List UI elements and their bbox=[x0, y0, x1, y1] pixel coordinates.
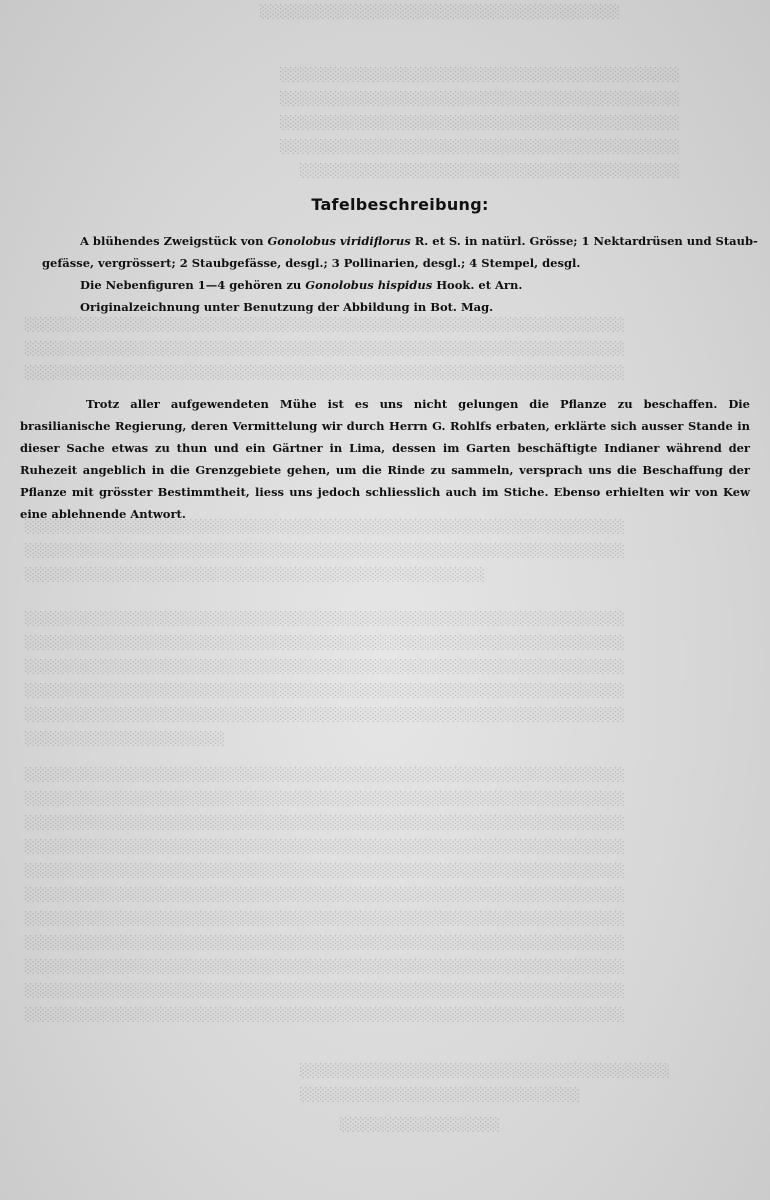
species-name: Gonolobus viridiflorus bbox=[267, 234, 411, 248]
page-title: Tafelbeschreibung: bbox=[311, 195, 489, 214]
caption-line-3 bbox=[42, 274, 758, 296]
caption-text: Hook. et Arn. bbox=[432, 278, 523, 292]
plate-caption bbox=[42, 230, 758, 318]
body-paragraph: Trotz aller aufgewendeten Mühe ist es uns nicht gelungen die Pflanze zu beschaffen. Die brasilianische Regierung, deren Vermittelung wir durch Herrn G. Rohlfs erbaten, erklärte sich ausser Stande in dieser Sache etwas zu thun und ein Gärtner in Lima, dessen im Garten beschäftigte Indianer während der Ruhezeit angeblich in die Grenzgebiete gehen, um die Rinde zu sammeln, versprach uns die Beschaffung der Pflanze mit grösster Bestimmtheit, liess uns jedoch schliesslich auch im Stiche. Ebenso erhielten wir von Kew eine ablehnende Antwort. bbox=[20, 397, 750, 521]
caption-text: Die Nebenfiguren 1—4 gehören zu bbox=[80, 278, 306, 292]
document-page: ░░░░░░░░░░░░░░░░░░░░░░░░░░░░░░░░░░░░ ░░░░░░░░░░░░░░░░░░░░░░░░░░░░░░░░░░░░░░░░ ░░░░░░░░░░░░░░░░░░░░░░░░░░░░░░░░░░░░░░░░ ░░░░░░░░░░░░░░░░░░░░░░░░░░░░░░░░░░░░░░░░ ░░░░░░░░░░░░░░░░░░░░░░░░░░░░░░░░░░░░░░░░ ░░░░░░░░░░░░░░░░░░░░░░░░░░░░░░░░░░░░░░ ░░░░░░░░░░░░░░░░░░░░░░░░░░░░░░░░░░░░░░░░░░░░░░░░░░░░░░░░░░░░ ░░░░░░░░░░░░░░░░░░░░░░░░░░░░░░░░░░░░░░░░░░░░░░░░░░░░░░░░░░░░ ░░░░░░░░░░░░░░░░░░░░░░░░░░░░░░░░░░░░░░░░░░░░░░░░░░░░░░░░░░░░ ░░░░░░░░░░░░░░░░░░░░░░░░░░░░░░░░░░░░░░░░░░░░░░░░░░░░░░░░░░░░ ░░░░░░░░░░░░░░░░░░░░░░░░░░░░░░░░░░░░░░░░░░░░░░░░░░░░░░░░░░░░ ░░░░░░░░░░░░░░░░░░░░░░░░░░░░░░░░░░░░░░░░░░░░░░ ░░░░░░░░░░░░░░░░░░░░░░░░░░░░░░░░░░░░░░░░░░░░░░░░░░░░░░░░░░░░ ░░░░░░░░░░░░░░░░░░░░░░░░░░░░░░░░░░░░░░░░░░░░░░░░░░░░░░░░░░░░ ░░░░░░░░░░░░░░░░░░░░░░░░░░░░░░░░░░░░░░░░░░░░░░░░░░░░░░░░░░░░ ░░░░░░░░░░░░░░░░░░░░░░░░░░░░░░░░░░░░░░░░░░░░░░░░░░░░░░░░░░░░ ░░░░░░░░░░░░░░░░░░░░░░░░░░░░░░░░░░░░░░░░░░░░░░░░░░░░░░░░░░░░ ░░░░░░░░░░░░░░░░░░░░ ░░░░░░░░░░░░░░░░░░░░░░░░░░░░░░░░░░░░░░░░░░░░░░░░░░░░░░░░░░░░ ░░░░░░░░░░░░░░░░░░░░░░░░░░░░░░░░░░░░░░░░░░░░░░░░░░░░░░░░░░░░ ░░░░░░░░░░░░░░░░░░░░░░░░░░░░░░░░░░░░░░░░░░░░░░░░░░░░░░░░░░░░ ░░░░░░░░░░░░░░░░░░░░░░░░░░░░░░░░░░░░░░░░░░░░░░░░░░░░░░░░░░░░ ░░░░░░░░░░░░░░░░░░░░░░░░░░░░░░░░░░░░░░░░░░░░░░░░░░░░░░░░░░░░ ░░░░░░░░░░░░░░░░░░░░░░░░░░░░░░░░░░░░░░░░░░░░░░░░░░░░░░░░░░░░ ░░░░░░░░░░░░░░░░░░░░░░░░░░░░░░░░░░░░░░░░░░░░░░░░░░░░░░░░░░░░ ░░░░░░░░░░░░░░░░░░░░░░░░░░░░░░░░░░░░░░░░░░░░░░░░░░░░░░░░░░░░ ░░░░░░░░░░░░░░░░░░░░░░░░░░░░░░░░░░░░░░░░░░░░░░░░░░░░░░░░░░░░ ░░░░░░░░░░░░░░░░░░░░░░░░░░░░░░░░░░░░░░░░░░░░░░░░░░░░░░░░░░░░ ░░░░░░░░░░░░░░░░░░░░░░░░░░░░░░░░░░░░░░░░░░░░░░░░░░░░░░░░░░░░ ░░░░░░░░░░░░░░░░░░░░░░░░░░░░░░░░░░░░░ ░░░░░░░░░░░░░░░░░░░░░░░░░░░░ ░░░░░░░░░░░░░░░░ Tafelbeschreibung: A blühendes Zweigstück von Gonolobus viridiflorus R. et S. in natürl. Grösse; 1 Nektardrüsen und Staub- gefässe, vergrössert; 2 Staubgefässe, desgl.; 3 Pollinarien, desgl.; 4 Stempel, desgl. Die Nebenfiguren 1—4 gehören zu Gonolobus hispidus Hook. et Arn. Originalzeichnung unter Benutzung der Abbildung in Bot. Mag. Trotz aller aufgewendeten Mühe ist es uns nicht gelungen die Pflanze zu beschaffen. Die brasilianische Regierung, deren Vermittelung wir durch Herrn G. Rohlfs erbaten, erklärte sich ausser Stande in dieser Sache etwas zu thun und ein Gärtner in Lima, dessen im Garten beschäftigte Indianer während der Ruhezeit angeblich in die Grenzgebiete gehen, um die Rinde zu sammeln, versprach uns die Beschaffung der Pflanze mit grösster Bestimmtheit, liess uns jedoch schliesslich auch im Stiche. Ebenso erhielten wir von Kew eine ablehnende Antwort. bbox=[0, 0, 770, 1200]
caption-line-1 bbox=[42, 230, 758, 252]
caption-line-2: gefässe, vergrössert; 2 Staubgefässe, desgl.; 3 Pollinarien, desgl.; 4 Stempel, desgl. bbox=[42, 256, 581, 270]
species-name: Gonolobus hispidus bbox=[305, 278, 433, 292]
caption-text: A blühendes Zweigstück von bbox=[80, 234, 268, 248]
caption-line-4: Originalzeichnung unter Benutzung der Abbildung in Bot. Mag. bbox=[80, 300, 494, 314]
caption-text: R. et S. in natürl. Grösse; 1 Nektardrüsen und Staub- bbox=[410, 234, 758, 248]
